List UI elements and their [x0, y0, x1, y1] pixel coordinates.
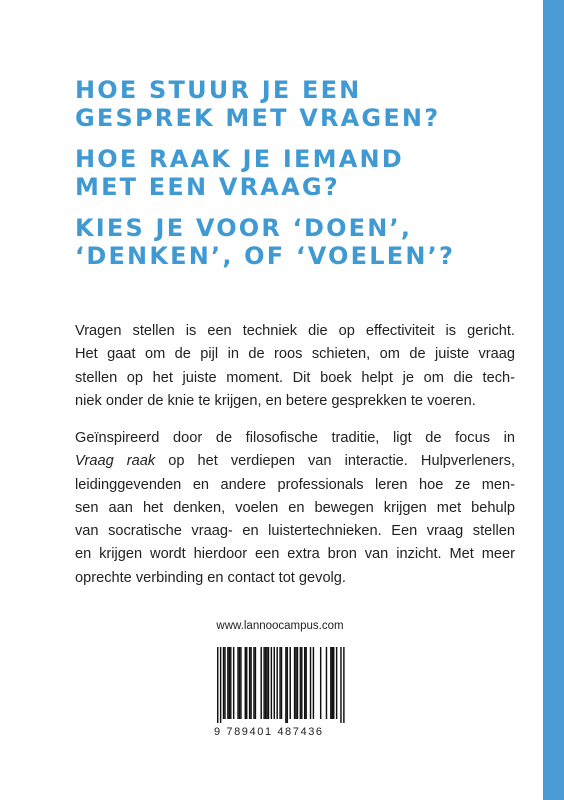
paragraph-line	[75, 450, 515, 473]
barcode-bar	[250, 647, 251, 719]
headline-block	[75, 76, 545, 283]
paragraph-line: stellen op het juiste moment. Dit boek helpt je om die tech-	[75, 369, 515, 386]
paragraph-line-rest: op het verdiepen van interactie. Hulpverleners,	[155, 453, 516, 470]
barcode-bar	[223, 647, 224, 719]
book-title-italic: Vraag raak	[75, 453, 156, 470]
barcode-bar	[233, 647, 234, 719]
barcode-bar	[326, 647, 327, 719]
barcode-bar	[343, 647, 344, 723]
paragraph-line: Het gaat om de pijl in de roos schieten, om de juiste vraag	[75, 346, 515, 363]
barcode-bar	[266, 647, 267, 719]
barcode-bar	[305, 647, 306, 719]
isbn-number: 9 789401 487436	[214, 726, 324, 738]
paragraph-line: en krijgen wordt hierdoor een extra bron van inzicht. Met meer	[75, 546, 515, 563]
barcode-bar	[261, 647, 262, 719]
paragraph-line: Geïnspireerd door de filosofische traditie, ligt de focus in	[75, 430, 515, 446]
barcode-bar	[290, 647, 291, 719]
barcode-bar	[230, 647, 231, 719]
publisher-website[interactable]: www.lannoocampus.com	[216, 620, 344, 632]
barcode-bar	[301, 647, 302, 719]
barcode-bar	[263, 647, 264, 719]
barcode-bar	[320, 647, 321, 719]
paragraph-line: sen aan het denken, voelen en bewegen krijgen met behulp	[75, 499, 515, 516]
barcode-bar	[220, 647, 221, 723]
barcode-bar	[295, 647, 296, 719]
barcode-bar	[276, 647, 277, 719]
description-paragraph-1	[75, 320, 515, 413]
barcode-bar	[239, 647, 240, 719]
barcode-bar	[240, 647, 241, 719]
barcode-bar	[285, 647, 286, 723]
barcode-bar	[310, 647, 311, 719]
barcode-bar	[227, 647, 228, 719]
barcode-bar	[249, 647, 250, 719]
barcode-bar	[229, 647, 230, 719]
barcode-bar	[279, 647, 280, 719]
barcode-bar	[224, 647, 225, 719]
headline-question-2: HOE RAAK JE IEMAND MET EEN VRAAG?	[75, 145, 404, 201]
barcode-bar	[313, 647, 314, 719]
barcode-bar	[246, 647, 247, 719]
barcode-bar	[297, 647, 298, 719]
barcode-bar	[265, 647, 266, 719]
barcode-bar	[255, 647, 256, 719]
paragraph-line: niek onder de knie te krijgen, en betere gesprekken te voeren.	[75, 392, 476, 409]
barcode-bar	[287, 647, 288, 723]
barcode-bar	[217, 647, 218, 723]
description-paragraph-2	[75, 427, 515, 590]
barcode-bar	[271, 647, 272, 719]
book-spine-edge	[543, 0, 564, 800]
barcode-bar	[274, 647, 275, 719]
paragraph-line: van socratische vraag- en luistertechnieken. Een vraag stellen	[75, 523, 515, 540]
barcode	[210, 641, 360, 733]
headline-question-1: HOE STUUR JE EEN GESPREK MET VRAGEN?	[75, 76, 441, 132]
headline-question-3: KIES JE VOOR ‘DOEN’, ‘DENKEN’, OF ‘VOELEN’?	[75, 214, 456, 270]
barcode-bar	[330, 647, 331, 719]
barcode-bar	[300, 647, 301, 719]
barcode-bar	[340, 647, 341, 723]
barcode-bar	[336, 647, 337, 719]
barcode-bar	[304, 647, 305, 719]
barcode-bar	[268, 647, 269, 719]
paragraph-line: leidinggevenden en andere professionals leren hoe ze men-	[75, 476, 515, 493]
barcode-bar	[281, 647, 282, 719]
paragraph-line: Vragen stellen is een techniek die op effectiviteit is gericht.	[75, 323, 515, 339]
barcode-bar	[245, 647, 246, 719]
paragraph-line: oprechte verbinding en contact tot gevolg.	[75, 569, 346, 586]
barcode-bar	[333, 647, 334, 719]
barcode-bar	[237, 647, 238, 719]
barcode-bar	[332, 647, 333, 719]
barcode-bar	[294, 647, 295, 719]
barcode-bar	[253, 647, 254, 719]
barcode-bars	[217, 647, 355, 723]
